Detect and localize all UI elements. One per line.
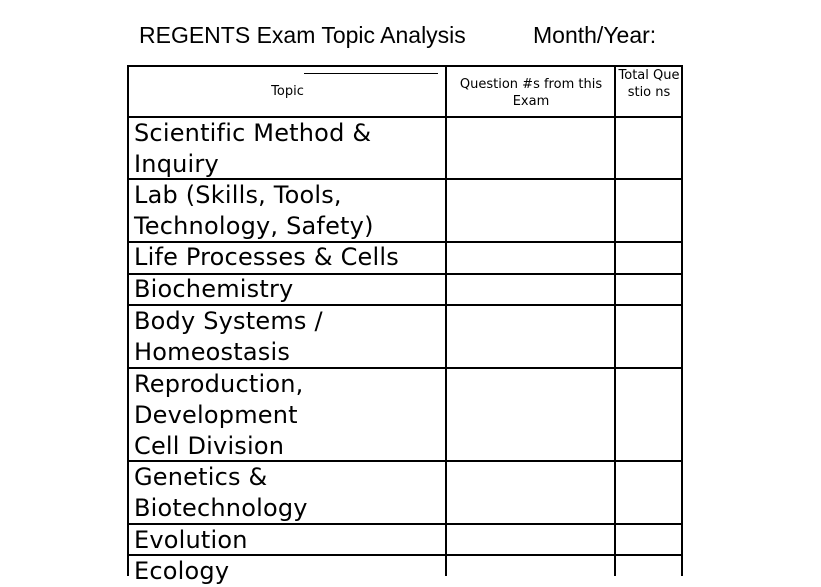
column-header-question-numbers: Question #s from this Exam <box>459 77 603 109</box>
question-numbers-cell[interactable] <box>447 243 614 273</box>
table-row-topic: Biochemistry <box>134 275 294 303</box>
column-header-topic: Topic <box>271 84 304 99</box>
question-numbers-cell[interactable] <box>447 556 614 576</box>
table-row-topic: Scientific Method & Inquiry <box>134 119 372 178</box>
total-questions-cell[interactable] <box>616 275 681 304</box>
table-border-right <box>681 65 683 576</box>
month-year-label: Month/Year: <box>533 22 657 48</box>
total-questions-cell[interactable] <box>616 306 681 367</box>
total-questions-cell[interactable] <box>616 180 681 241</box>
topic-blank-line <box>304 73 438 74</box>
total-questions-cell[interactable] <box>616 369 681 460</box>
table-row-topic: Reproduction, Development Cell Division <box>134 370 304 460</box>
total-questions-cell[interactable] <box>616 462 681 523</box>
table-row-topic: Ecology <box>134 557 230 585</box>
question-numbers-cell[interactable] <box>447 306 614 367</box>
page-title: REGENTS Exam Topic Analysis <box>139 22 466 48</box>
table-row-topic: Evolution <box>134 526 248 554</box>
total-questions-cell[interactable] <box>616 243 681 273</box>
total-questions-cell[interactable] <box>616 525 681 554</box>
question-numbers-cell[interactable] <box>447 525 614 554</box>
table-row-topic: Lab (Skills, Tools, Technology, Safety) <box>134 181 374 240</box>
question-numbers-cell[interactable] <box>447 275 614 304</box>
total-questions-cell[interactable] <box>616 118 681 178</box>
total-questions-cell[interactable] <box>616 556 681 576</box>
table-border-left <box>127 65 129 576</box>
column-header-total-questions: Total Questio ns <box>618 68 680 100</box>
question-numbers-cell[interactable] <box>447 180 614 241</box>
table-row-topic: Life Processes & Cells <box>134 243 399 271</box>
table-border-top <box>127 65 683 67</box>
question-numbers-cell[interactable] <box>447 118 614 178</box>
table-row-topic: Genetics & Biotechnology <box>134 463 308 522</box>
question-numbers-cell[interactable] <box>447 369 614 460</box>
question-numbers-cell[interactable] <box>447 462 614 523</box>
table-row-topic: Body Systems / Homeostasis <box>134 307 323 366</box>
